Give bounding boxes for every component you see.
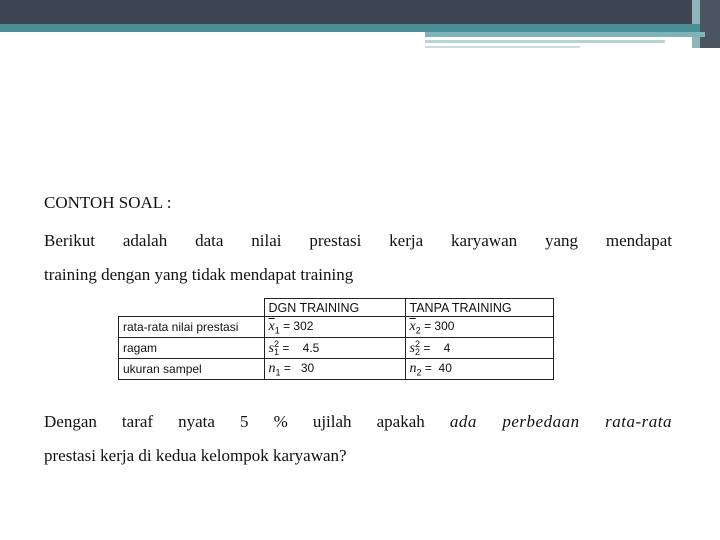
table-cell: [405, 359, 553, 380]
subscript: 2: [416, 367, 422, 378]
row-label: rata-rata nilai prestasi: [119, 317, 265, 338]
sample-size-symbol: n: [409, 360, 417, 376]
table-cell: [405, 338, 553, 359]
mean-symbol: $\overline{x}$: [409, 318, 416, 334]
table-row: [119, 317, 554, 338]
cell-value: = 40: [424, 360, 452, 375]
table-header-blank: [119, 299, 265, 317]
subscript: 2: [414, 347, 420, 358]
data-table: [118, 298, 554, 380]
row-label: ragam: [119, 338, 265, 359]
table-header-cell: TANPA TRAINING: [405, 299, 553, 317]
question-text: Dengan taraf nyata 5 % ujilah apakah: [44, 412, 450, 431]
top-banner: [0, 0, 720, 24]
table-cell: [264, 359, 405, 380]
intro-paragraph: [44, 224, 672, 292]
table-header-cell: DGN TRAINING: [264, 299, 405, 317]
subscript: 1: [274, 325, 280, 336]
question-line-2: prestasi kerja di kedua kelompok karyawan?: [44, 446, 347, 465]
table-cell: [264, 338, 405, 359]
accent-bar-4: [425, 46, 580, 48]
mean-symbol: $\overline{x}$: [268, 318, 275, 334]
subscript: 2: [415, 325, 421, 336]
subscript: 1: [273, 347, 279, 358]
cell-value: = 300: [424, 318, 455, 333]
table-row: [119, 359, 554, 380]
variance-symbol: s: [268, 340, 274, 356]
cell-value: = 30: [283, 360, 315, 375]
row-label: ukuran sampel: [119, 359, 265, 380]
question-paragraph: [44, 405, 672, 473]
slide-heading: CONTOH SOAL :: [44, 193, 172, 212]
question-emphasis: ada perbedaan rata-rata: [449, 412, 672, 431]
cell-value: = 4: [423, 340, 451, 355]
superscript: 2: [414, 338, 420, 349]
variance-symbol: s: [409, 340, 415, 356]
table-cell: [405, 317, 553, 338]
cell-value: = 4.5: [282, 340, 320, 355]
table-cell: [264, 317, 405, 338]
question-line-1: [44, 405, 672, 439]
superscript: 2: [273, 338, 279, 349]
cell-value: = 302: [283, 318, 314, 333]
accent-bar-3: [425, 40, 665, 43]
intro-line-1: Berikut adalah data nilai prestasi kerja karyawan yang mendapat: [44, 231, 672, 250]
intro-line-2: training dengan yang tidak mendapat training: [44, 265, 354, 284]
accent-bar-2: [425, 32, 705, 37]
table-row: [119, 338, 554, 359]
top-banner-corner: [700, 0, 720, 48]
table-header-row: [119, 299, 554, 317]
sample-size-symbol: n: [268, 360, 276, 376]
subscript: 1: [275, 367, 281, 378]
accent-bar: [0, 24, 700, 32]
